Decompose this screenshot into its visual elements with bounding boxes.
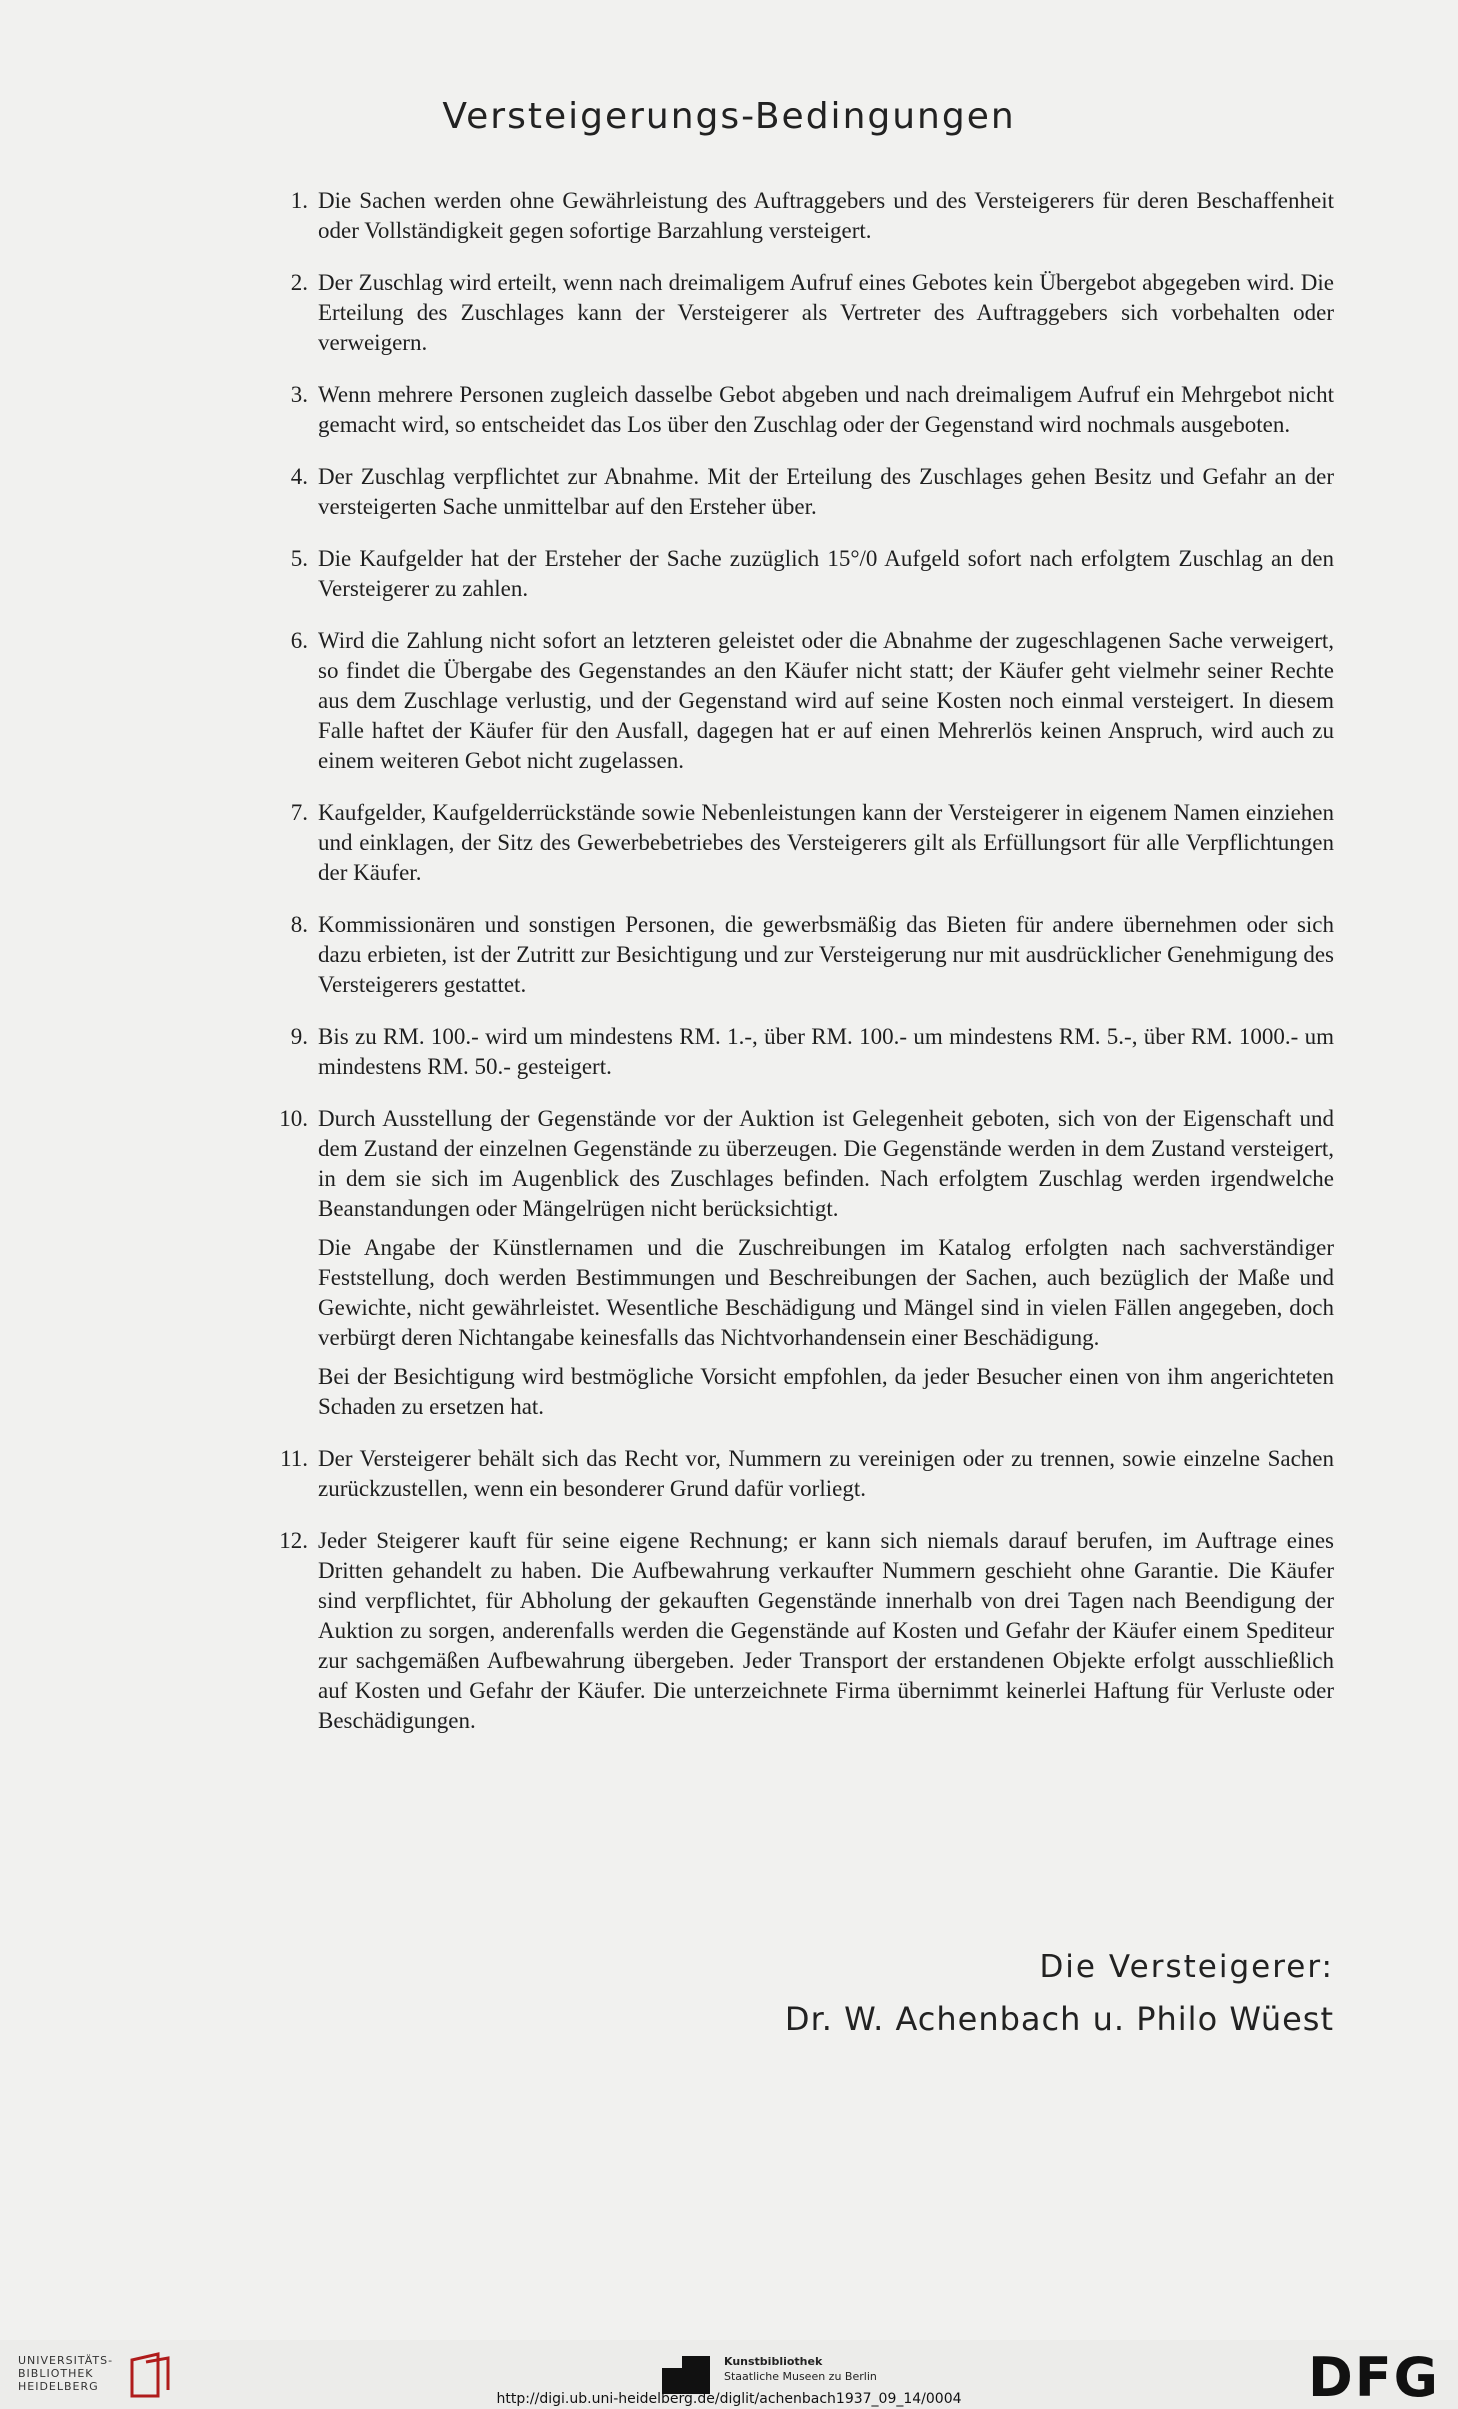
- conditions-list: [252, 186, 1334, 1758]
- condition-number: 12.: [279, 1528, 308, 1553]
- kb-subtitle: Staatliche Museen zu Berlin: [724, 2370, 877, 2383]
- condition-number: 2.: [290, 270, 308, 295]
- condition-text: Der Versteigerer behält sich das Recht vor, Nummern zu vereinigen oder zu trennen, sowie einzelne Sachen zurückzustellen, wenn ein besonderer Grund dafür vorliegt.: [318, 1446, 1334, 1501]
- page-title: Versteigerungs-Bedingungen: [442, 96, 1016, 137]
- page-url[interactable]: http://digi.ub.uni-heidelberg.de/diglit/achenbach1937_09_14/0004: [496, 2391, 962, 2407]
- university-line: BIBLIOTHEK: [18, 2367, 94, 2380]
- condition-number: 6.: [290, 628, 308, 653]
- condition-text: Die Sachen werden ohne Gewährleistung des Auftraggebers und des Versteigerers für deren Beschaffenheit oder Vollständigkeit gegen sofortige Barzahlung versteigert.: [318, 188, 1334, 243]
- condition-number: 9.: [290, 1024, 308, 1049]
- condition-body: [318, 544, 1334, 613]
- condition-text: Bei der Besichtigung wird bestmögliche Vorsicht empfohlen, da jeder Besucher einen von ihm angerichteten Schaden zu ersetzen hat.: [318, 1364, 1334, 1419]
- condition-item: [252, 380, 1334, 449]
- condition-item: [252, 1526, 1334, 1745]
- condition-number: 10.: [279, 1106, 308, 1131]
- condition-item: [252, 544, 1334, 613]
- condition-body: [318, 1444, 1334, 1513]
- university-line: HEIDELBERG: [18, 2380, 99, 2393]
- condition-item: [252, 798, 1334, 897]
- condition-number: 7.: [290, 800, 308, 825]
- signature-names: Dr. W. Achenbach u. Philo Wüest: [784, 2000, 1334, 2038]
- university-line: UNIVERSITÄTS-: [18, 2354, 114, 2367]
- condition-text: Wenn mehrere Personen zugleich dasselbe Gebot abgeben und nach dreimaligem Aufruf ein Mehrgebot nicht gemacht wird, so entscheidet das Los über den Zuschlag oder der Gegenstand wird nochmals ausgeboten.: [318, 382, 1334, 437]
- condition-body: [318, 798, 1334, 897]
- condition-number: 4.: [290, 464, 308, 489]
- condition-number: 1.: [290, 188, 308, 213]
- condition-item: [252, 1444, 1334, 1513]
- condition-text: Der Zuschlag verpflichtet zur Abnahme. Mit der Erteilung des Zuschlages gehen Besitz und Gefahr an der versteigerten Sache unmittelbar auf den Ersteher über.: [318, 464, 1334, 519]
- condition-number: 8.: [290, 912, 308, 937]
- condition-number: 5.: [290, 546, 308, 571]
- condition-text: Kommissionären und sonstigen Personen, die gewerbsmäßig das Bieten für andere übernehmen oder sich dazu erbieten, ist der Zutritt zur Besichtigung und zur Versteigerung nur mit ausdrücklicher Genehmigung des Versteigerers gestattet.: [318, 912, 1334, 997]
- kunstbibliothek-label: [724, 2354, 877, 2384]
- condition-text: Die Kaufgelder hat der Ersteher der Sache zuzüglich 15°/0 Aufgeld sofort nach erfolgtem Zuschlag an den Versteigerer zu zahlen.: [318, 546, 1334, 601]
- condition-text: Der Zuschlag wird erteilt, wenn nach dreimaligem Aufruf eines Gebotes kein Übergebot abgegeben wird. Die Erteilung des Zuschlages kann der Versteigerer als Vertreter des Auftraggebers sich vorbehalten oder verweigern.: [318, 270, 1334, 355]
- condition-body: [318, 910, 1334, 1009]
- condition-body: [318, 626, 1334, 785]
- condition-item: [252, 186, 1334, 255]
- condition-body: [318, 1104, 1334, 1431]
- condition-number: 3.: [290, 382, 308, 407]
- condition-body: [318, 1526, 1334, 1745]
- condition-text: Jeder Steigerer kauft für seine eigene Rechnung; er kann sich niemals darauf berufen, im Auftrage eines Dritten gehandelt zu haben. Die Aufbewahrung verkaufter Nummern geschieht ohne Garantie. Die Käufer sind verpflichtet, für Abholung der gekauften Gegenstände innerhalb von drei Tagen nach Beendigung der Auktion zu sorgen, anderenfalls werden die Gegenstände auf Kosten und Gefahr der Käufer einem Spediteur zur sachgemäßen Aufbewahrung übergeben. Jeder Transport der erstandenen Objekte erfolgt ausschließlich auf Kosten und Gefahr der Käufer. Die unterzeichnete Firma übernimmt keinerlei Haftung für Verluste oder Beschädigungen.: [318, 1528, 1334, 1733]
- university-library-label: [18, 2354, 113, 2393]
- condition-item: [252, 1104, 1334, 1431]
- condition-item: [252, 1022, 1334, 1091]
- condition-body: [318, 268, 1334, 367]
- condition-text: Durch Ausstellung der Gegenstände vor der Auktion ist Gelegenheit geboten, sich von der Eigenschaft und dem Zustand der einzelnen Gegenstände zu überzeugen. Die Gegenstände werden in dem Zustand versteigert, in dem sie sich im Augenblick des Zuschlages befinden. Nach erfolgtem Zuschlag werden irgendwelche Beanstandungen oder Mängelrügen nicht berücksichtigt.: [318, 1106, 1334, 1221]
- condition-body: [318, 462, 1334, 531]
- condition-item: [252, 910, 1334, 1009]
- condition-item: [252, 268, 1334, 367]
- condition-body: [318, 380, 1334, 449]
- condition-text: Wird die Zahlung nicht sofort an letzteren geleistet oder die Abnahme der zugeschlagenen Sache verweigert, so findet die Übergabe des Gegenstandes an den Käufer nicht statt; der Käufer geht vielmehr seiner Rechte aus dem Zuschlage verlustig, und der Gegenstand wird auf seine Kosten noch einmal versteigert. In diesem Falle haftet der Käufer für den Ausfall, dagegen hat er auf einen Mehrerlös keinen Anspruch, wird auch zu einem weiteren Gebot nicht zugelassen.: [318, 628, 1334, 773]
- condition-number: 11.: [280, 1446, 308, 1471]
- condition-body: [318, 1022, 1334, 1091]
- kb-title: Kunstbibliothek: [724, 2355, 823, 2368]
- signature-heading: Die Versteigerer:: [1039, 1949, 1334, 1985]
- condition-item: [252, 626, 1334, 785]
- condition-text: Kaufgelder, Kaufgelderrückstände sowie Nebenleistungen kann der Versteigerer in eigenem Namen einziehen und einklagen, der Sitz des Gewerbebetriebes des Versteigerers gilt als Erfüllungsort für alle Verpflichtungen der Käufer.: [318, 800, 1334, 885]
- condition-body: [318, 186, 1334, 255]
- condition-text: Die Angabe der Künstlernamen und die Zuschreibungen im Katalog erfolgten nach sachverständiger Feststellung, doch werden Bestimmungen und Beschreibungen der Sachen, auch bezüglich der Maße und Gewichte, nicht gewährleistet. Wesentliche Beschädigung und Mängel sind in vielen Fällen angegeben, doch verbürgt deren Nichtangabe keinesfalls das Nichtvorhandensein einer Beschädigung.: [318, 1235, 1334, 1350]
- condition-item: [252, 462, 1334, 531]
- condition-text: Bis zu RM. 100.- wird um mindestens RM. 1.-, über RM. 100.- um mindestens RM. 5.-, über RM. 1000.- um mindestens RM. 50.- gesteigert.: [318, 1024, 1334, 1079]
- dfg-logo: DFG: [1307, 2346, 1440, 2409]
